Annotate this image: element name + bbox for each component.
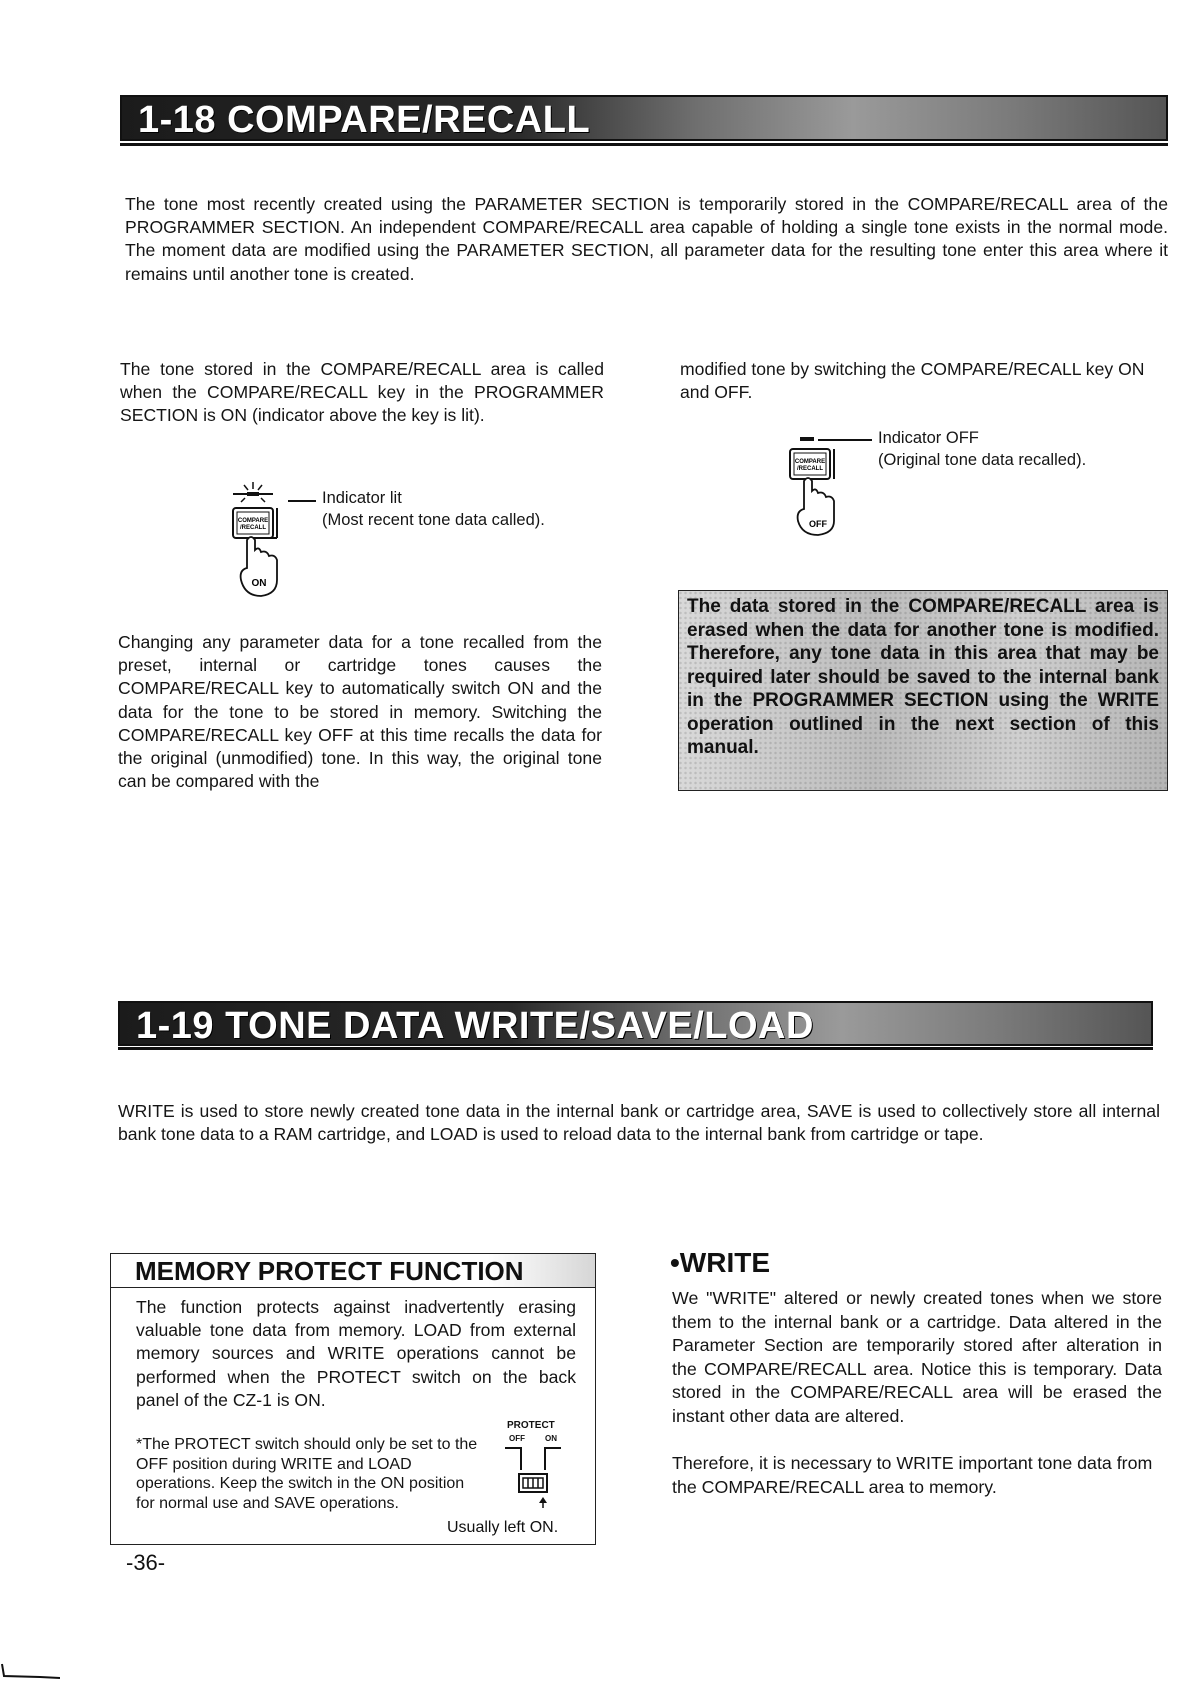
right-paragraph-1: modified tone by switching the COMPARE/RECALL key ON and OFF. [680,359,1145,403]
section-18-rule [120,143,1168,146]
section-18-heading: 1-18 COMPARE/RECALL [138,99,591,141]
memory-protect-title-bar [111,1254,595,1288]
compare-recall-note-box [678,590,1168,791]
compare-recall-key-on-figure [225,480,315,600]
finger-label-off: OFF [809,519,827,529]
section-19-intro: WRITE is used to store newly created tone data in the internal bank or cartridge area, SAVE is used to collectively store all internal bank tone data to a RAM cartridge, and LOAD is used to reload data to the internal bank from cartridge or tape. [118,1101,1160,1145]
indicator-leader-line [818,439,872,441]
memory-protect-footnote: *The PROTECT switch should only be set to the OFF position during WRITE and LOAD operations. Keep the switch in the ON position for normal use and SAVE operations. [136,1436,478,1513]
protect-switch-title: PROTECT [507,1420,555,1431]
indicator-lit-title: Indicator lit [322,489,402,507]
key-label-off-2: /RECALL [797,466,823,472]
section-19-banner [118,1001,1153,1046]
left-paragraph-1: The tone stored in the COMPARE/RECALL area is called when the COMPARE/RECALL key in the PROGRAMMER SECTION is ON (indicator above the key is lit). [120,359,604,426]
section-19-heading: 1-19 TONE DATA WRITE/SAVE/LOAD [136,1005,814,1046]
indicator-lit-icon [233,482,273,502]
key-label-on-1: COMPARE [237,518,269,524]
indicator-off-desc: (Original tone data recalled). [878,451,1087,469]
section-18-banner [120,95,1168,141]
section-18-intro: The tone most recently created using the PARAMETER SECTION is temporarily stored in the COMPARE/RECALL area of the PROGRAMMER SECTION. An independent COMPARE/RECALL area capable of holding a single tone exists in the normal mode. The moment data are modified using the PARAMETER SECTION, all parameter data for the resulting tone enter this area where it remains until another tone is created. [125,194,1168,284]
write-body-2: Therefore, it is necessary to WRITE important tone data from the COMPARE/RECALL area to memory. [672,1453,1153,1497]
compare-recall-key-off-figure [782,425,872,545]
indicator-lit-desc: (Most recent tone data called). [322,511,545,529]
key-label-off-1: COMPARE [794,459,826,465]
scan-artifact-mark [0,1660,60,1680]
indicator-leader-line [288,500,316,502]
indicator-off-title: Indicator OFF [878,429,979,447]
left-paragraph-2: Changing any parameter data for a tone recalled from the preset, internal or cartridge tones causes the COMPARE/RECALL key to automatically switch ON and the data for the tone to be stored in memory. Switching the COMPARE/RECALL key OFF at this time recalls the data for the original (unmodified) tone. In this way, the original tone can be compared with the [118,632,602,792]
section-19-rule [118,1047,1153,1050]
write-body: We "WRITE" altered or newly created tones when we store them to the internal bank or a cartridge. Data altered in the Parameter Section are temporarily stored after alteration in the COMPARE/RECALL area. Notice this is temporary. Data stored in the COMPARE/RECALL area will be erased the instant other data are altered. [672,1288,1162,1426]
protect-switch-caption: Usually left ON. [447,1519,559,1536]
protect-switch-icon [501,1444,565,1508]
indicator-off-icon [800,437,814,441]
compare-recall-note-text: The data stored in the COMPARE/RECALL area is erased when the data for another tone is modified. Therefore, any tone data in this area that may be required later should be saved to the internal bank in the PROGRAMMER SECTION using the WRITE operation outlined in the next section of this manual. [687,596,1159,758]
memory-protect-box [110,1253,596,1545]
memory-protect-title: MEMORY PROTECT FUNCTION [135,1256,524,1286]
write-heading: •WRITE [670,1247,771,1278]
finger-label-on: ON [251,578,267,589]
memory-protect-body: The function protects against inadvertently erasing valuable tone data from memory. LOAD from external memory sources and WRITE operations cannot be performed when the PROTECT switch on the back panel of the CZ-1 is ON. [136,1297,576,1410]
protect-switch-on-label: ON [545,1434,557,1443]
protect-switch-off-label: OFF [509,1434,525,1443]
page-number: -36- [126,1550,166,1575]
key-label-on-2: /RECALL [240,525,266,531]
